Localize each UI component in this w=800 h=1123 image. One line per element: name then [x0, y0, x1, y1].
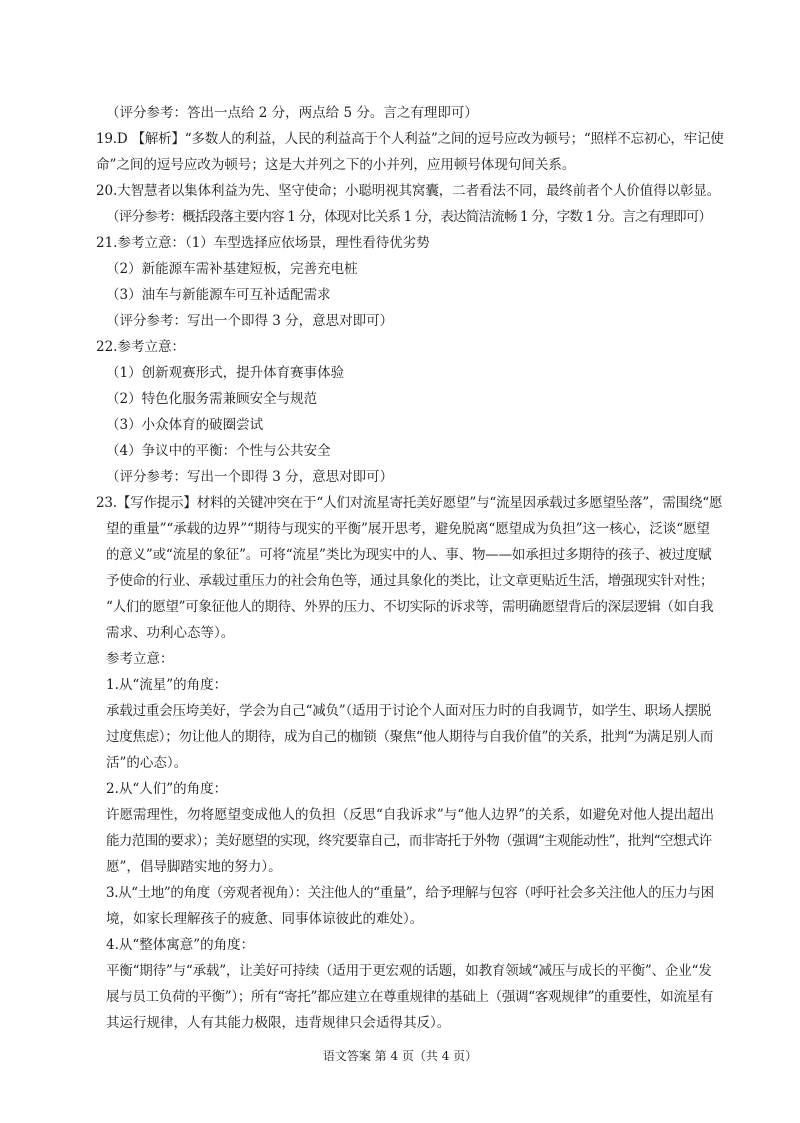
answer-page [96, 100, 724, 1036]
text-line-q21-line3: （3）油车与新能源车可互补适配需求 [106, 287, 331, 303]
text-line-q23-line15: 愿”，倡导脚踏实地的努力）。 [106, 859, 282, 875]
text-line-note-21: （评分参考：写出一个即得 3 分，意思对即可） [106, 313, 394, 329]
text-line-q23-line14: 能力范围的要求）；美好愿望的实现，终究要靠自己，而非寄托于外物（强调“主观能动性”，批判“空想式许 [106, 833, 712, 849]
text-line-q23-line7: 参考立意： [106, 651, 174, 667]
text-line-q23-line18: 4.从“整体寓意”的角度： [106, 937, 255, 953]
text-line-q22-line1: 22.参考立意： [96, 339, 185, 355]
text-line-note-22: （评分参考：写出一个即得 3 分，意思对即可） [106, 469, 394, 485]
text-line-q23-line19: 平衡“期待”与“承载”，让美好可持续（适用于更宏观的话题，如教育领域“减压与成长的平衡”、企业“发 [106, 963, 712, 979]
text-line-q20-line1: 20.大智慧者以集体利益为先、坚守使命；小聪明视其窝囊，二者看法不同，最终前者个人价值得以彰显。 [96, 183, 721, 199]
text-line-q23-line3: 的意义”或“流星的象征”。可将“流星”类比为现实中的人、事、物——如承担过多期待的孩子、被过度赋 [106, 547, 712, 563]
text-line-q23-line16: 3.从“土地”的角度（旁观者视角）：关注他人的“重量”，给予理解与包容（呼吁社会多关注他人的压力与困 [106, 885, 714, 901]
text-line-q23-line10: 过度焦虑）；勿让他人的期待，成为自己的枷锁（聚焦“他人期待与自我价值”的关系，批判“为满足别人而 [106, 729, 714, 745]
text-line-q22-line3: （2）特色化服务需兼顾安全与规范 [106, 391, 318, 407]
text-line-q22-line4: （3）小众体育的破圈尝试 [106, 417, 264, 433]
text-line-q23-line17: 境，如家长理解孩子的疲惫、同事体谅彼此的难处）。 [106, 911, 424, 927]
text-line-q23-line11: 活”的心态）。 [106, 755, 188, 771]
text-line-q23-line21: 其运行规律，人有其能力极限，违背规律只会适得其反）。 [106, 1015, 451, 1031]
text-line-q22-line5: （4）争议中的平衡：个性与公共安全 [106, 443, 331, 459]
text-line-q23-line5: “人们的愿望”可象征他人的期待、外界的压力、不切实际的诉求等，需明确愿望背后的深层逻辑（如自我 [106, 599, 714, 615]
text-line-q19-line1: 19.D 【解析】“多数人的利益，人民的利益高于个人利益”之间的逗号应改为顿号；“照样不忘初心，牢记使 [96, 131, 724, 147]
text-line-q23-line1: 23.【写作提示】材料的关键冲突在于“人们对流星寄托美好愿望”与“流星因承载过多愿望坠落”，需围绕“愿 [96, 495, 723, 511]
text-line-q23-line12: 2.从“人们”的角度： [106, 781, 228, 797]
text-line-q22-line2: （1）创新观赛形式，提升体育赛事体验 [106, 365, 345, 381]
text-line-q21-line2: （2）新能源车需补基建短板，完善充电桩 [106, 261, 358, 277]
text-line-q23-line2: 望的重量”“承载的边界”“期待与现实的平衡”展开思考，避免脱离“愿望成为负担”这一核心，泛谈“愿望 [106, 521, 710, 537]
text-line-q23-line4: 予使命的行业、承载过重压力的社会角色等，通过具象化的类比，让文章更贴近生活，增强现实针对性； [106, 573, 714, 589]
text-line-q23-line8: 1.从“流星”的角度： [106, 677, 228, 693]
text-line-q23-line13: 许愿需理性，勿将愿望变成他人的负担（反思“自我诉求”与“他人边界”的关系，如避免对他人提出超出 [106, 807, 715, 823]
text-line-q23-line9: 承载过重会压垮美好，学会为自己“减负”（适用于讨论个人面对压力时的自我调节，如学生、职场人摆脱 [106, 703, 712, 719]
text-line-note-20: （评分参考：概括段落主要内容 1 分，体现对比关系 1 分，表达简洁流畅 1 分，字数 1 分。言之有理即可） [106, 209, 712, 225]
text-line-note-18: （评分参考：答出一点给 2 分，两点给 5 分。言之有理即可） [106, 105, 478, 121]
page-footer: 语文答案 第 4 页（共 4 页） [322, 1049, 478, 1063]
text-line-q19-line2: 命”之间的逗号应改为顿号；这是大并列之下的小并列，应用顿号体现句间关系。 [96, 157, 576, 173]
text-line-q23-line6: 需求、功利心态等）。 [106, 625, 235, 641]
text-line-q23-line20: 展与员工负荷的平衡”）；所有“寄托”都应建立在尊重规律的基础上（强调“客观规律”的重要性，如流星有 [106, 989, 714, 1005]
text-line-q21-line1: 21.参考立意：（1）车型选择应依场景，理性看待优劣势 [96, 235, 430, 251]
